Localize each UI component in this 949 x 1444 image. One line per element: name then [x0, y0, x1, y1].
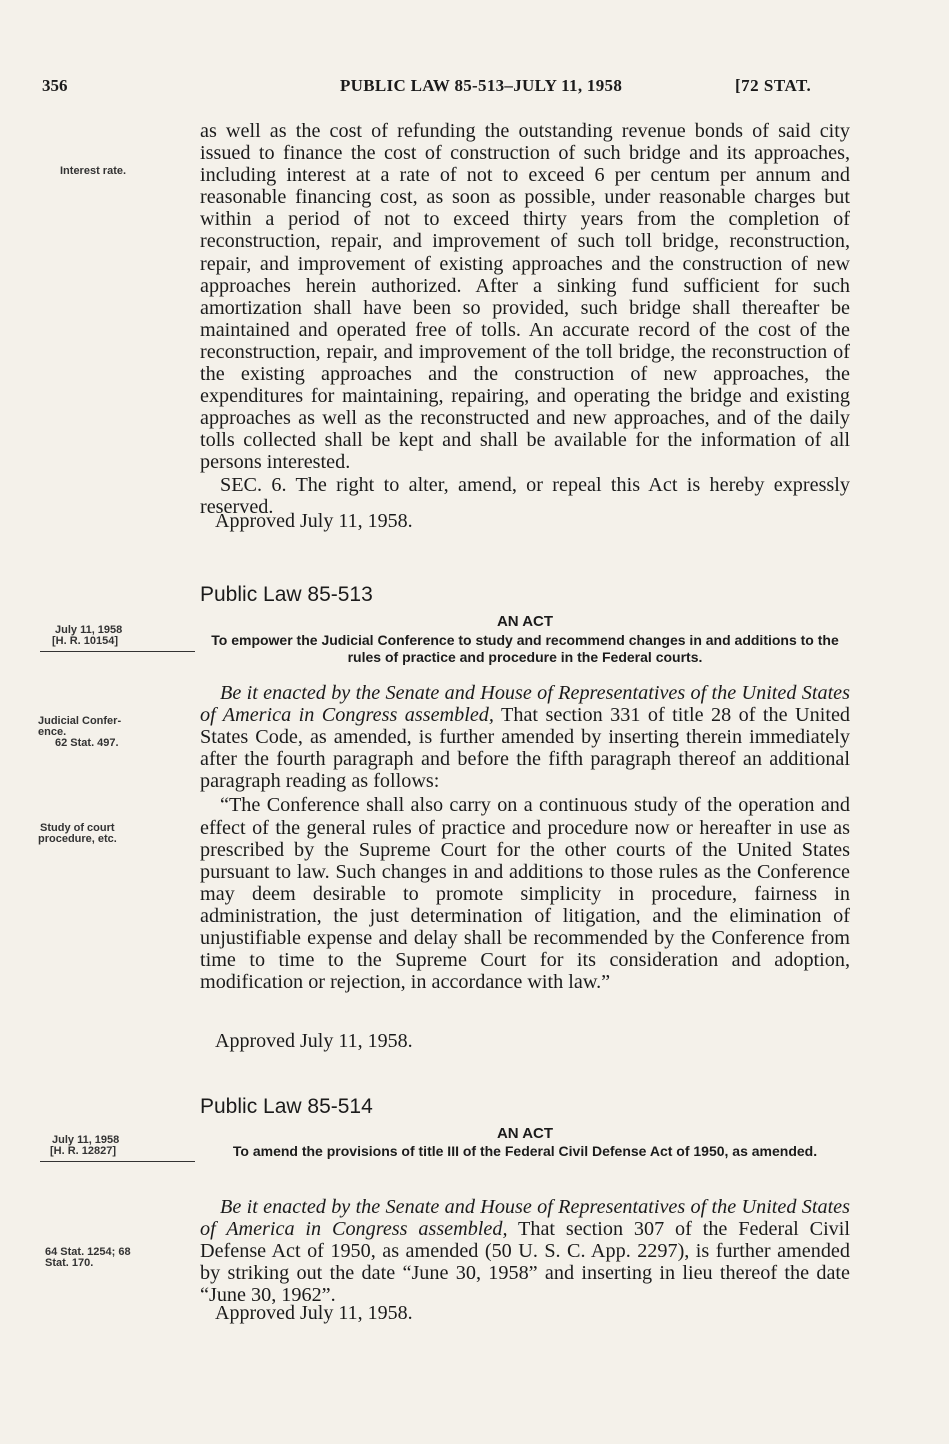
pl-513-title: Public Law 85-513	[200, 583, 373, 606]
margin-rule-513	[40, 651, 195, 652]
margin-note-interest-rate: Interest rate.	[60, 165, 127, 177]
margin-note-study-2: procedure, etc.	[38, 833, 117, 845]
continuation-paragraph: as well as the cost of refunding the outstanding revenue bonds of said city issued to finance the cost of construction of such bridge and its approaches, including interest at a rate of not to exceed 6 per centum per annum and reasonable financing cost, as soon as possible, under reasonable charges but within a period of not to exceed thirty years from the completion of reconstruction, repair, and improvement of such toll bridge, reconstruction, repair, and improvement of existing approaches and the construction of new approaches herein authorized. After a sinking fund sufficient for such amortization shall have been so provided, such bridge shall thereafter be maintained and operated free of tolls. An accurate record of the cost of the reconstruction, repair, and improvement of the toll bridge, the reconstruction of the existing approaches and the construction of new approaches, the expenditures for maintaining, repairing, and operating the bridge and existing approaches as well as the reconstructed and new approaches, and of the daily tolls collected shall be kept and shall be available for the information of all persons interested.	[200, 120, 850, 474]
pl-514-approved: Approved July 11, 1958.	[215, 1302, 413, 1324]
margin-note-pl514-bill: [H. R. 12827]	[50, 1145, 117, 1157]
pl-513-enacting-clause: Be it enacted by the Senate and House of Representatives of the United States of America in Congress assembled,	[200, 682, 850, 727]
margin-note-study-1: Study of court	[40, 822, 115, 834]
margin-note-pl513-date: July 11, 1958	[55, 624, 123, 636]
pl-514-enacting-clause: Be it enacted by the Senate and House of Representatives of the United States of America in Congress assembled,	[200, 1196, 850, 1241]
pl-514-purpose: To amend the provisions of title III of the Federal Civil Defense Act of 1950, as amended.	[232, 1143, 818, 1159]
pl-513-approved: Approved July 11, 1958.	[215, 1030, 413, 1052]
pl-513-quoted-paragraph: “The Conference shall also carry on a continuous study of the operation and effect of the general rules of practice and procedure now or hereafter in use as prescribed by the Supreme Court for the other courts of the United States pursuant to law. Such changes in and additions to those rules as the Conference may deem desirable to promote simplicity in procedure, fairness in administration, the just determination of litigation, and the elimination of unjustifiable expense and delay shall be recommended by the Conference from time to time to the Supreme Court for its consideration and adoption, modification or rejection, in accordance with law.”	[200, 794, 850, 994]
margin-note-defense-1: 64 Stat. 1254; 68	[45, 1246, 131, 1258]
margin-note-defense-2: Stat. 170.	[45, 1257, 94, 1269]
pl-513-enacting-text: That section 331 of title 28 of the United States Code, as amended, is further amended by inserting therein immediately after the fourth paragraph and before the fifth paragraph thereof an additional paragraph reading as follows:	[200, 704, 850, 793]
margin-note-judicial-1: Judicial Confer-	[38, 715, 122, 727]
margin-note-pl514-date: July 11, 1958	[52, 1134, 120, 1146]
pl-514-title: Public Law 85-514	[200, 1095, 373, 1118]
running-title: PUBLIC LAW 85-513–JULY 11, 1958	[340, 76, 623, 95]
section-6: SEC. 6. The right to alter, amend, or repeal this Act is hereby expressly reserved.	[200, 473, 850, 518]
page-number: 356	[42, 76, 68, 95]
margin-rule-514	[40, 1161, 195, 1162]
continuation-block	[200, 120, 850, 518]
pl-513-purpose: To empower the Judicial Conference to study and recommend changes in and additions to the rules of practice and procedure in the Federal courts.	[211, 632, 839, 665]
statute-volume: [72 STAT.	[735, 76, 812, 95]
pl-514-an-act: AN ACT	[496, 1125, 554, 1142]
margin-note-judicial-2: ence.	[38, 726, 67, 738]
margin-note-judicial-3: 62 Stat. 497.	[55, 737, 119, 749]
pl-514-body	[200, 1196, 850, 1306]
page-header	[0, 72, 949, 102]
approved-previous: Approved July 11, 1958.	[215, 510, 413, 532]
pl-514-enacting-paragraph	[200, 1196, 850, 1306]
margin-note-pl513-bill: [H. R. 10154]	[52, 635, 119, 647]
pl-513-an-act: AN ACT	[496, 613, 554, 630]
pl-513-body	[200, 682, 850, 993]
pl-514-enacting-text: That section 307 of the Federal Civil Defense Act of 1950, as amended (50 U. S. C. App. 2297), is further amended by striking out the date “June 30, 1958” and inserting in lieu thereof the date “June 30, 1962”.	[200, 1218, 850, 1307]
pl-513-enacting-paragraph	[200, 682, 850, 792]
